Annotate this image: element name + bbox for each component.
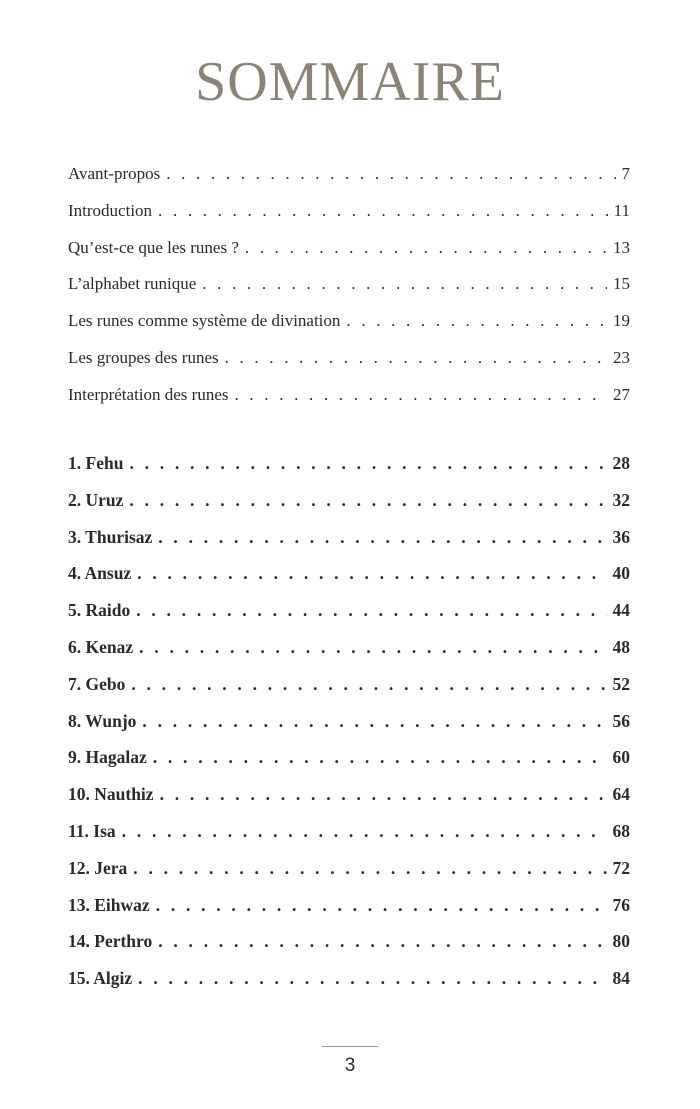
toc-rune-entry[interactable] bbox=[68, 486, 630, 523]
toc-entry-label: 1. Fehu bbox=[68, 453, 124, 473]
toc-leader-dots bbox=[139, 633, 606, 661]
toc-entry[interactable] bbox=[68, 344, 630, 381]
toc-leader-dots bbox=[122, 817, 607, 845]
toc-entry-page: 84 bbox=[612, 968, 630, 989]
toc-entry-label: 5. Raido bbox=[68, 600, 131, 621]
toc-leader-dots bbox=[158, 197, 608, 225]
toc-rune-entry[interactable] bbox=[68, 449, 630, 486]
toc-entry-page: 64 bbox=[612, 784, 630, 805]
toc-entry-label: 12. Jera bbox=[68, 857, 128, 878]
toc-entry-label: 4. Ansuz bbox=[68, 563, 132, 584]
toc-entry-page: 60 bbox=[612, 747, 630, 768]
toc-leader-dots bbox=[158, 523, 606, 551]
toc-entry-page: 13 bbox=[613, 237, 630, 257]
toc-entry-page: 28 bbox=[612, 453, 630, 473]
toc-entry-label: L’alphabet runique bbox=[68, 274, 197, 294]
toc-leader-dots bbox=[235, 381, 608, 409]
toc-rune-entry[interactable] bbox=[68, 633, 630, 670]
toc-leader-dots bbox=[153, 743, 607, 771]
toc-entry[interactable] bbox=[68, 160, 630, 197]
toc-leader-dots bbox=[225, 344, 607, 372]
toc-entry[interactable] bbox=[68, 381, 630, 418]
toc-entry-label: 3. Thurisaz bbox=[68, 526, 153, 547]
toc-entry-page: 36 bbox=[612, 526, 630, 547]
toc-leader-dots bbox=[245, 234, 607, 262]
toc-entry-page: 52 bbox=[612, 673, 630, 694]
page-title: SOMMAIRE bbox=[195, 51, 505, 113]
toc-leader-dots bbox=[133, 854, 606, 882]
toc-entry-label: Les groupes des runes bbox=[68, 347, 219, 367]
toc-leader-dots bbox=[202, 270, 607, 298]
toc-leader-dots bbox=[129, 486, 606, 514]
toc-rune-entry[interactable] bbox=[68, 927, 630, 964]
toc-rune-entry[interactable] bbox=[68, 523, 630, 560]
toc-entry-page: 11 bbox=[613, 200, 630, 220]
toc-entry-label: 11. Isa bbox=[68, 820, 116, 841]
toc-rune-entry[interactable] bbox=[68, 670, 630, 707]
toc-entry-label: 2. Uruz bbox=[68, 489, 124, 510]
toc-entry[interactable] bbox=[68, 270, 630, 307]
toc-entry-page: 19 bbox=[613, 311, 630, 331]
toc-entry-page: 32 bbox=[612, 489, 630, 510]
toc-entry-label: 13. Eihwaz bbox=[68, 894, 150, 915]
toc-entry-page: 40 bbox=[612, 563, 630, 584]
toc-entry-page: 44 bbox=[612, 600, 630, 621]
toc-entry-label: 7. Gebo bbox=[68, 673, 126, 694]
toc-entry-page: 72 bbox=[612, 857, 630, 878]
toc-leader-dots bbox=[160, 780, 607, 808]
toc-entry-label: 8. Wunjo bbox=[68, 710, 137, 731]
toc-entry-label: Interprétation des runes bbox=[68, 384, 229, 404]
toc-entry-label: 9. Hagalaz bbox=[68, 747, 147, 768]
toc-rune-entry[interactable] bbox=[68, 596, 630, 633]
toc-rune-entry[interactable] bbox=[68, 743, 630, 780]
toc-entry-label: Introduction bbox=[68, 200, 153, 220]
toc-entry-page: 7 bbox=[621, 164, 630, 183]
toc-intro-section bbox=[68, 160, 630, 418]
toc-leader-dots bbox=[156, 891, 607, 919]
footer-divider bbox=[322, 1046, 378, 1047]
toc-entry-page: 68 bbox=[612, 820, 630, 841]
page-number: 3 bbox=[344, 1055, 356, 1076]
toc-leader-dots bbox=[166, 160, 615, 188]
toc-rune-entry[interactable] bbox=[68, 707, 630, 744]
toc-rune-entry[interactable] bbox=[68, 891, 630, 928]
toc-leader-dots bbox=[129, 449, 606, 477]
toc-leader-dots bbox=[346, 307, 607, 335]
toc-leader-dots bbox=[138, 964, 606, 992]
toc-leader-dots bbox=[142, 707, 606, 735]
toc-leader-dots bbox=[137, 559, 606, 587]
toc-entry-label: 6. Kenaz bbox=[68, 636, 134, 657]
toc-rune-entry[interactable] bbox=[68, 559, 630, 596]
toc-entry-page: 56 bbox=[612, 710, 630, 731]
toc-entry-label: Les runes comme système de divination bbox=[68, 311, 341, 331]
toc-rune-entry[interactable] bbox=[68, 854, 630, 891]
toc-entry[interactable] bbox=[68, 234, 630, 271]
toc-entry-page: 80 bbox=[612, 931, 630, 952]
toc-entry[interactable] bbox=[68, 197, 630, 234]
toc-rune-entry[interactable] bbox=[68, 817, 630, 854]
toc-rune-entry[interactable] bbox=[68, 780, 630, 817]
toc-entry-page: 23 bbox=[613, 347, 630, 367]
toc-entry[interactable] bbox=[68, 307, 630, 344]
toc-entry-page: 27 bbox=[613, 384, 630, 404]
toc-entry-page: 15 bbox=[613, 274, 630, 294]
toc-entry-page: 76 bbox=[612, 894, 630, 915]
toc-entry-label: Avant-propos bbox=[68, 164, 161, 183]
toc-rune-entry[interactable] bbox=[68, 964, 630, 1001]
toc-entry-page: 48 bbox=[612, 636, 630, 657]
toc-runes-section bbox=[68, 449, 630, 1001]
toc-entry-label: Qu’est-ce que les runes ? bbox=[68, 237, 239, 257]
toc-leader-dots bbox=[158, 927, 606, 955]
toc-entry-label: 14. Perthro bbox=[68, 931, 153, 952]
toc-leader-dots bbox=[131, 670, 606, 698]
toc-leader-dots bbox=[136, 596, 606, 624]
toc-entry-label: 15. Algiz bbox=[68, 968, 133, 989]
toc-entry-label: 10. Nauthiz bbox=[68, 784, 154, 805]
